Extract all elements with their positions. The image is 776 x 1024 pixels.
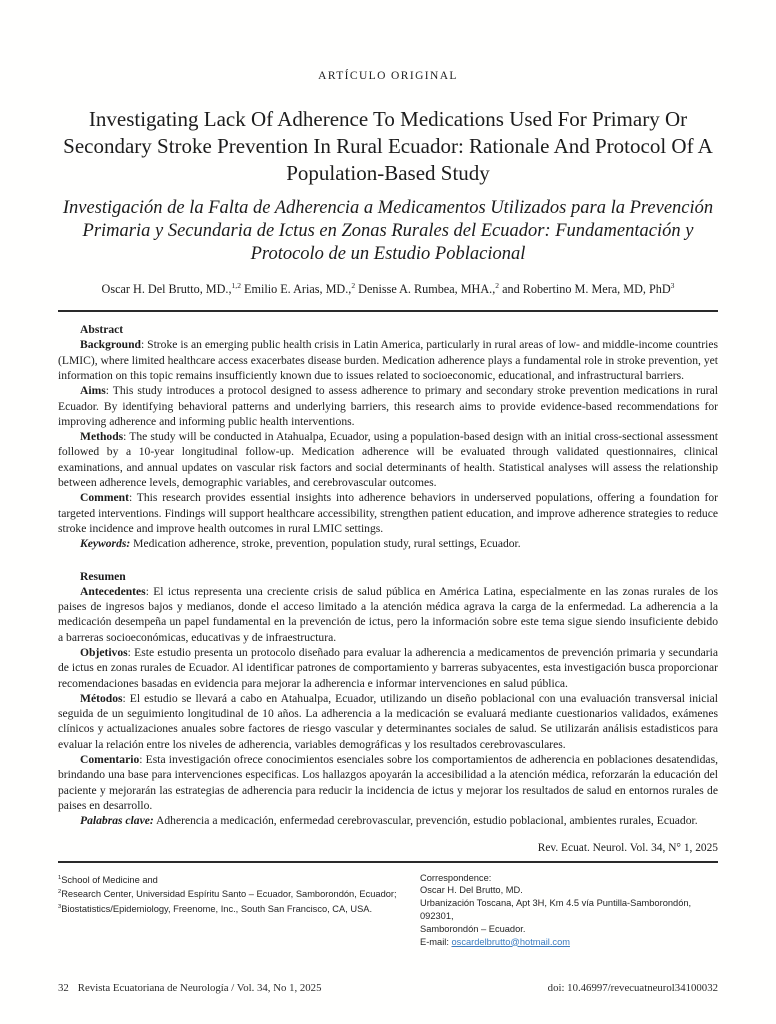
author-name: Denisse A. Rumbea, MHA.,$^2$ bbox=[355, 281, 500, 297]
paragraph-text: : Esta investigación ofrece conocimientos esenciales sobre los comportamientos de adherencia en poblaciones desatendidas, brindando una base para intervenciones especificas. Los hallazgos apoyarán la accesibilidad a la atención médica, reforzarán la educación del paciente y mejorarán las estrategias de adherencia para reducir la incidencia de ictus y mejorar los resultados de salud en entornos rurales de paises en desarrollo. bbox=[58, 753, 718, 812]
footnote-area bbox=[58, 872, 718, 949]
author-name: Emilio E. Arias, MD.,$^2$ bbox=[240, 281, 356, 297]
header-divider-rule bbox=[58, 310, 718, 312]
author-affiliation-marker: 2 bbox=[495, 281, 500, 290]
footer-journal-title: Revista Ecuatoriana de Neurología / Vol. 34, No 1, 2025 bbox=[77, 982, 322, 994]
page-footer bbox=[58, 982, 718, 994]
author-name: Oscar H. Del Brutto, MD.,$^{1,2}$ bbox=[101, 281, 241, 297]
keywords-label: Palabras clave: bbox=[80, 814, 154, 828]
article-type-kicker: ARTÍCULO ORIGINAL bbox=[318, 70, 458, 82]
keywords-text: Medication adherence, stroke, prevention, population study, rural settings, Ecuador. bbox=[130, 537, 521, 551]
abstract-paragraph-aims bbox=[58, 383, 718, 429]
paragraph-text: : El ictus representa una creciente crisis de salud pública en América Latina, especialmente en las zonas rurales de los paises de ingresos bajos y medianos, donde el acceso limitado a la atención médica agrava la carga de la enfermedad. La adherencia a la medicación desempeña un papel fundamental en la prevención de ictus, pero la información sobre este tema sigue siendo insuficiente debido a barreras socioeconómicas, educativas y de infraestructura. bbox=[58, 584, 718, 644]
footer-doi: doi: 10.46997/revecuatneurol34100032 bbox=[547, 982, 718, 994]
affiliation-line: $^1$School of Medicine and bbox=[58, 874, 158, 885]
resumen-paragraph-metodos bbox=[58, 691, 718, 752]
resumen-section bbox=[58, 569, 718, 829]
keywords-text: Adherencia a medicación, enfermedad cerebrovascular, prevención, estudio poblacional, ambientes rurales, Ecuador. bbox=[153, 814, 698, 828]
paragraph-label: Comment bbox=[80, 491, 129, 505]
paragraph-label: Background bbox=[80, 338, 141, 352]
journal-citation: Rev. Ecuat. Neurol. Vol. 34, N° 1, 2025 bbox=[537, 841, 718, 854]
paragraph-label: Objetivos bbox=[80, 646, 128, 659]
paragraph-label: Methods bbox=[80, 430, 124, 444]
author-affiliation-marker: 3 bbox=[670, 281, 675, 290]
abstract-paragraph-comment bbox=[58, 490, 718, 536]
resumen-paragraph-comentario bbox=[58, 752, 718, 813]
paragraph-text: : Stroke is an emerging public health crisis in Latin America, particularly in rural areas of low- and middle-income countries (LMIC), where limited healthcare access exacerbates disease burden. Medication adherence plays a fundamental role in stroke prevention, yet information on this topic remains insufficiently known due to issues related to socioeconomic, educational, and infrastructural barriers. bbox=[58, 338, 718, 382]
correspondence-name: Oscar H. Del Brutto, MD. bbox=[420, 885, 523, 896]
page-number: 32 bbox=[58, 982, 69, 994]
abstract-heading: Abstract bbox=[80, 323, 124, 337]
paragraph-label: Comentario bbox=[80, 753, 140, 767]
paragraph-text: : Este estudio presenta un protocolo diseñado para evaluar la adherencia a medicamentos de prevención primaria y secundaria de ictus en zonas rurales de Ecuador. Al identificar patrones de comportamiento y barreras subyacentes, esta investigación busca proporcionar recomendaciones basadas en evidencia para mejorar la adherencia e informar intervenciones en salud pública. bbox=[58, 646, 718, 690]
footer-left bbox=[58, 982, 321, 994]
paragraph-text: : This research provides essential insights into adherence behaviors in underserved populations, offering a foundation for targeted interventions. Findings will support healthcare accessibility, strengthen patient education, and improve adherence strategies to reduce stroke incidence and improve health outcomes in rural LMIC settings. bbox=[58, 491, 718, 535]
paragraph-label: Aims bbox=[80, 384, 106, 398]
email-link[interactable]: oscardelbrutto@hotmail.com bbox=[451, 936, 570, 947]
abstract-section bbox=[58, 322, 718, 551]
author-name: and Robertino M. Mera, MD, PhD$^3$ bbox=[499, 281, 675, 297]
correspondence-email-line bbox=[420, 936, 718, 949]
author-affiliation-marker: 1,2 bbox=[231, 281, 241, 290]
paragraph-text: : El estudio se llevará a cabo en Atahualpa, Ecuador, utilizando un diseño poblacional con una evaluación transversal inicial seguida de un seguimiento longitudinal de 10 años. La adherencia a la medicación se evaluará mediante cuestionarios validados, exámenes clínicos y actualizaciones anuales sobre factores de riesgo vascular y determinantes sociales de salud. Se utilizarán análisis estadisticos para evaluar la relación entre los niveles de adherencia, variables demográficas y los resultados cerebrovasculares. bbox=[58, 691, 718, 751]
correspondence-address-line: Urbanización Toscana, Apt 3H, Km 4.5 vía Puntilla-Samborondón, 092301, bbox=[420, 898, 692, 921]
article-title-spanish: Investigación de la Falta de Adherencia a Medicamentos Utilizados para la Prevención Primaria y Secundaria de Ictus en Zonas Rurales del Ecuador: Fundamentación y Protocolo de un Estudio Poblacional bbox=[62, 198, 714, 264]
resumen-paragraph-antecedentes bbox=[58, 584, 718, 645]
abstract-paragraph-background bbox=[58, 337, 718, 383]
article-title-english: Investigating Lack Of Adherence To Medications Used For Primary Or Secondary Stroke Prevention In Rural Ecuador: Rationale And Protocol Of A Population-Based Study bbox=[63, 107, 713, 185]
footnote-divider-rule bbox=[58, 861, 718, 863]
affiliation-line: $^2$Research Center, Universidad Espíritu Santo – Ecuador, Samborondón, Ecuador; bbox=[58, 889, 397, 900]
correspondence-block bbox=[420, 872, 718, 949]
resumen-keywords bbox=[58, 813, 718, 828]
author-byline bbox=[58, 281, 718, 297]
correspondence-address-line: Samborondón – Ecuador. bbox=[420, 923, 526, 934]
resumen-paragraph-objetivos bbox=[58, 645, 718, 691]
email-label: E-mail: bbox=[420, 936, 452, 947]
affiliations-block bbox=[58, 872, 420, 949]
keywords-label: Keywords: bbox=[80, 537, 131, 551]
abstract-keywords bbox=[58, 536, 718, 551]
paragraph-label: Antecedentes bbox=[80, 584, 146, 598]
affiliation-line: $^3$Biostatistics/Epidemiology, Freenome, Inc., South San Francisco, CA, USA. bbox=[58, 904, 373, 915]
paragraph-text: : This study introduces a protocol designed to assess adherence to primary and secondary stroke prevention medications in rural Ecuador. By identifying behavioral patterns and underlying barriers, this research aims to provide evidence-based recommendations for improving adherence and informing public health interventions. bbox=[58, 384, 718, 428]
paragraph-text: : The study will be conducted in Atahualpa, Ecuador, using a population-based design with an initial cross-sectional assessment followed by a 10-year longitudinal follow-up. Medication adherence will be evaluated through validated questionnaires, clinical examinations, and annual updates on vascular risk factors and social determinants of health. Statistical analyses will assess the relationship between adherence levels, demographic variables, and cerebrovascular outcomes. bbox=[58, 430, 718, 490]
correspondence-heading: Correspondence: bbox=[420, 872, 492, 883]
paragraph-label: Métodos bbox=[80, 691, 123, 705]
resumen-heading: Resumen bbox=[80, 569, 126, 583]
author-affiliation-marker: 2 bbox=[351, 281, 356, 290]
abstract-paragraph-methods bbox=[58, 429, 718, 490]
